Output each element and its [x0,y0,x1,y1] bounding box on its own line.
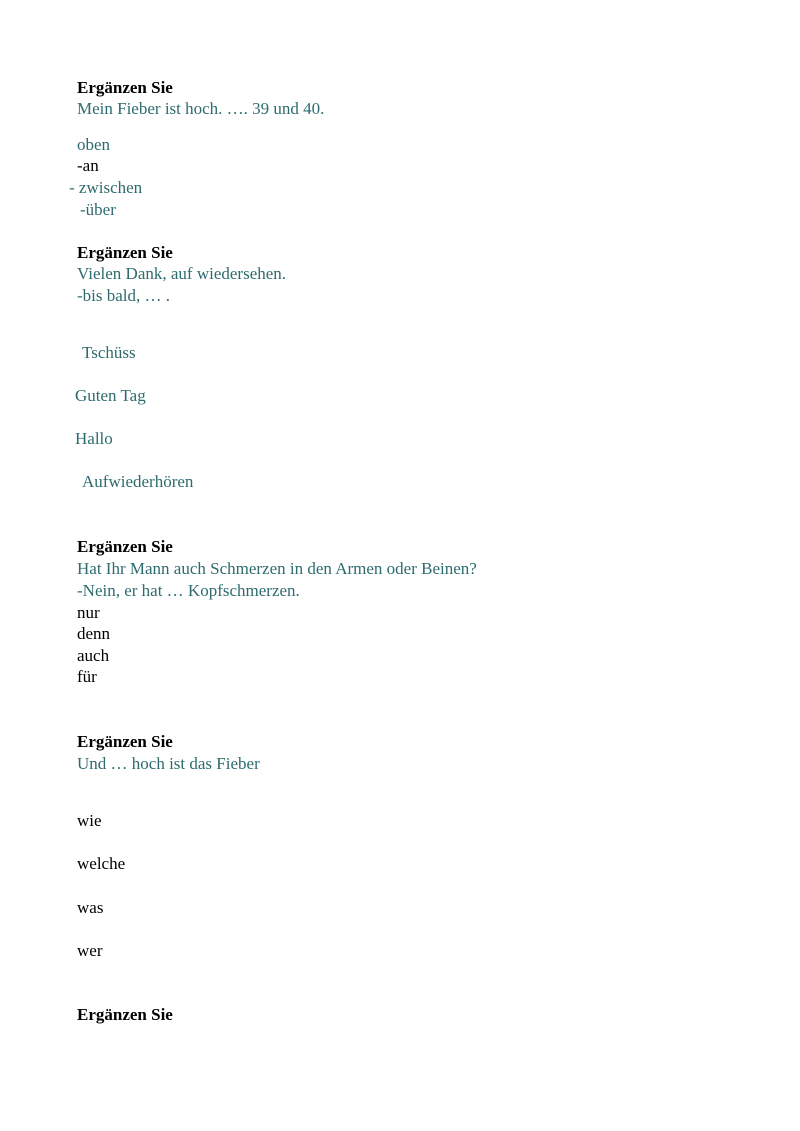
q4-option-4: wer [77,941,103,960]
q2-prompt-line-2: -bis bald, … . [77,286,171,305]
q1-option-3: - zwischen [69,178,143,197]
q2-heading: Ergänzen Sie [77,243,173,262]
q3-prompt-line-1: Hat Ihr Mann auch Schmerzen in den Armen oder Beinen? [77,559,477,578]
q1-heading: Ergänzen Sie [77,78,173,97]
q3-option-4: für [77,667,97,686]
q3-heading: Ergänzen Sie [77,537,173,556]
q2-option-2: Guten Tag [75,386,146,405]
q2-option-3: Hallo [75,429,113,448]
q3-option-3: auch [77,646,110,665]
q2-option-4: Aufwiederhören [82,472,194,491]
q1-option-2: -an [77,156,99,175]
q2-prompt-line-1: Vielen Dank, auf wiedersehen. [77,264,287,283]
q4-option-2: welche [77,854,126,873]
q1-option-4: -über [80,200,116,219]
q2-option-1: Tschüss [82,343,136,362]
q3-option-1: nur [77,603,100,622]
q1-prompt: Mein Fieber ist hoch. …. 39 und 40. [77,99,325,118]
q1-option-1: oben [77,135,111,154]
q5-heading: Ergänzen Sie [77,1005,173,1024]
q4-option-3: was [77,898,104,917]
q3-option-2: denn [77,624,111,643]
q4-option-1: wie [77,811,102,830]
q3-prompt-line-2: -Nein, er hat … Kopfschmerzen. [77,581,300,600]
q4-heading: Ergänzen Sie [77,732,173,751]
q4-prompt: Und … hoch ist das Fieber [77,754,260,773]
